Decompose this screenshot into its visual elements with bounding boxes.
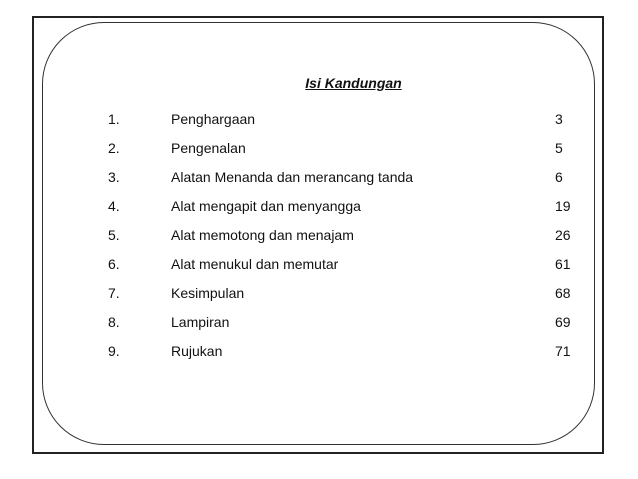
page-title: Isi Kandungan [305,75,402,91]
toc-item-label: Alat mengapit dan menyangga [171,198,361,214]
toc-item-2 [43,138,594,158]
toc-item-4 [43,196,594,216]
toc-item-number: 8. [108,314,120,330]
toc-item-number: 6. [108,256,120,272]
toc-item-label: Penghargaan [171,111,256,127]
content-panel [42,22,595,445]
toc-item-label: Rujukan [171,343,223,359]
toc-item-label: Alatan Menanda dan merancang tanda [171,169,414,185]
toc-item-label: Kesimpulan [171,285,245,301]
toc-item-page: 3 [555,111,563,127]
toc-item-number: 7. [108,285,120,301]
toc-item-number: 9. [108,343,120,359]
toc-item-page: 5 [555,140,563,156]
toc-item-9 [43,341,594,361]
toc-item-page: 71 [555,343,571,359]
toc-item-number: 2. [108,140,120,156]
toc-item-page: 61 [555,256,571,272]
toc-item-number: 1. [108,111,120,127]
toc-item-label: Alat menukul dan memutar [171,256,339,272]
toc-item-label: Pengenalan [171,140,246,156]
toc-item-number: 4. [108,198,120,214]
toc-item-5 [43,225,594,245]
toc-item-page: 26 [555,227,571,243]
toc-item-page: 68 [555,285,571,301]
toc-item-label: Alat memotong dan menajam [171,227,354,243]
toc-item-number: 3. [108,169,120,185]
toc-item-7 [43,283,594,303]
toc-item-page: 6 [555,169,563,185]
toc-item-8 [43,312,594,332]
toc-item-label: Lampiran [171,314,230,330]
toc-item-6 [43,254,594,274]
toc-item-page: 19 [555,198,571,214]
toc-item-1 [43,109,594,129]
toc-item-3 [43,167,594,187]
toc-item-number: 5. [108,227,120,243]
toc-item-page: 69 [555,314,571,330]
